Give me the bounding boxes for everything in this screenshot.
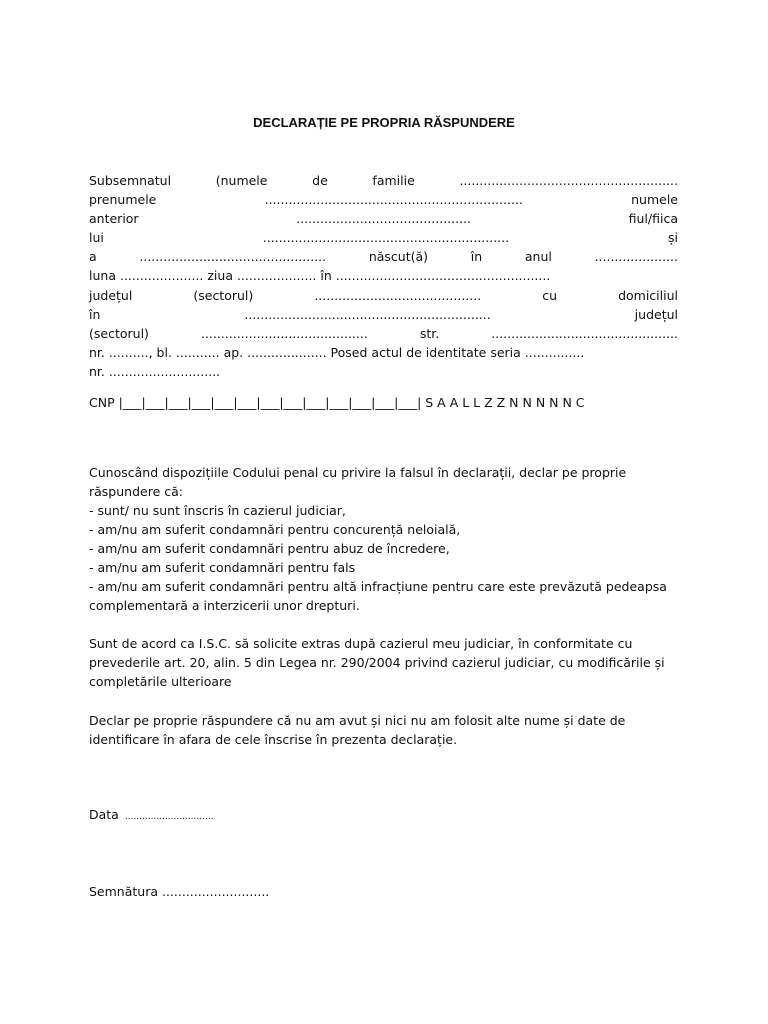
form-line-birth: a ............................................... născut(ă) în anul ..................... [89, 249, 678, 264]
date-field[interactable]: ............................... [124, 812, 214, 822]
residence-county-field[interactable]: .......................................... [200, 326, 368, 341]
form-line-street: (sectorul) .......................................... str. ............................................... [89, 326, 678, 341]
declaration-item-1: - sunt/ nu sunt înscris în cazierul judiciar, [89, 503, 346, 518]
residence-city-field[interactable]: .............................................................. [244, 307, 491, 322]
identity-line-1: Declar pe proprie răspundere că nu am avut și nici nu am folosit alte nume și date de [89, 713, 626, 728]
declaration-line-1: Cunoscând dispozițiile Codului penal cu privire la falsul în declarații, declar pe proprie [89, 465, 627, 480]
birth-county-field[interactable]: .......................................... [314, 288, 482, 303]
street-field[interactable]: ............................................... [491, 326, 678, 341]
declaration-item-5: - am/nu am suferit condamnări pentru altă infracțiune pentru care este prevăzută pedeapsa [89, 579, 667, 594]
form-line-id-number [89, 362, 678, 381]
declaration-item-4: - am/nu am suferit condamnări pentru fals [89, 560, 356, 575]
cnp-field[interactable]: CNP |___|___|___|___|___|___|___|___|___|___|___|___|___| S A A L L Z Z N N N N N C [89, 395, 585, 410]
parent2-name-field[interactable]: ............................................... [139, 249, 327, 264]
consent-line-1: Sunt de acord ca I.S.C. să solicite extras după cazierul meu judiciar, în conformitate cu [89, 636, 633, 651]
surname-field[interactable]: ....................................................... [459, 173, 678, 188]
form-line-previous-name: anterior ............................................ fiul/fiica [89, 211, 678, 226]
declaration-paragraph [89, 463, 678, 615]
firstname-field[interactable]: ................................................................. [264, 192, 523, 207]
date-label: Data [89, 807, 119, 822]
birth-date-fields[interactable]: luna ..................... ziua .................... în ...................................................... [89, 268, 551, 283]
signature-field[interactable]: Semnătura ........................... [89, 884, 270, 899]
identity-paragraph [89, 711, 678, 749]
declaration-line-2: răspundere că: [89, 484, 183, 499]
id-number-field[interactable]: nr. ............................ [89, 364, 221, 379]
declaration-item-3: - am/nu am suferit condamnări pentru abuz de încredere, [89, 541, 450, 556]
cnp-line [89, 393, 678, 412]
parent-name-field[interactable]: .............................................................. [262, 230, 510, 245]
document-title: DECLARAȚIE PE PROPRIA RĂSPUNDERE [253, 115, 515, 130]
declaration-item-2: - am/nu am suferit condamnări pentru concurență neloială, [89, 522, 461, 537]
address-number-fields[interactable]: nr. .........., bl. ........... ap. .................... Posed actul de identitate seria ............... [89, 345, 585, 360]
form-line-birth-date [89, 266, 678, 285]
signature-line [89, 882, 678, 901]
previous-name-field[interactable]: ............................................ [296, 211, 472, 226]
form-line-parent: lui .............................................................. și [89, 230, 678, 245]
form-line-address-number [89, 343, 678, 362]
form-line-surname: Subsemnatul (numele de familie ....................................................... [89, 173, 678, 188]
consent-line-3: completările ulterioare [89, 674, 232, 689]
form-line-county: județul (sectorul) .......................................... cu domiciliul [89, 288, 678, 303]
consent-line-2: prevederile art. 20, alin. 5 din Legea nr. 290/2004 privind cazierul judiciar, cu modificările și [89, 655, 665, 670]
form-line-firstname: prenumele ................................................................. numele [89, 192, 678, 207]
birth-year-field[interactable]: ..................... [594, 249, 678, 264]
date-line [89, 805, 678, 827]
consent-paragraph [89, 634, 678, 691]
identity-line-2: identificare în afara de cele înscrise în prezenta declarație. [89, 732, 458, 747]
form-line-residence: în .............................................................. județul [89, 307, 678, 322]
declaration-item-5-cont: complementară a interzicerii unor drepturi. [89, 598, 360, 613]
